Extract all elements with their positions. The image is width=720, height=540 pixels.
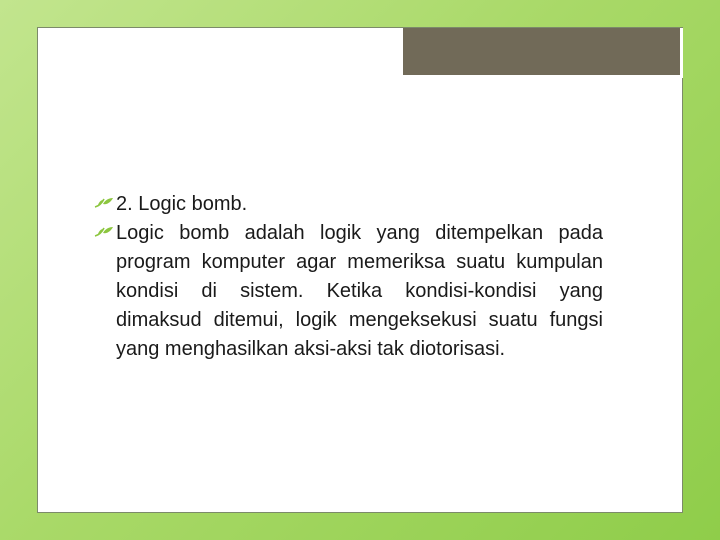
slide-content	[94, 190, 603, 364]
bullet-item-definition	[94, 219, 603, 364]
leaf-bullet-icon	[94, 224, 114, 238]
leaf-bullet-icon	[94, 195, 114, 209]
bullet-text: 2. Logic bomb.	[116, 193, 248, 215]
bullet-text: Logic bomb adalah logik yang ditempelkan pada program komputer agar memeriksa suatu kumpulan kondisi di sistem. Ketika kondisi-kondisi yang dimaksud ditemui, logik mengeksekusi suatu fungsi yang menghasilkan aksi-aksi tak diotorisasi.	[116, 222, 603, 360]
title-tab	[400, 28, 683, 78]
bullet-item-heading	[94, 190, 603, 219]
